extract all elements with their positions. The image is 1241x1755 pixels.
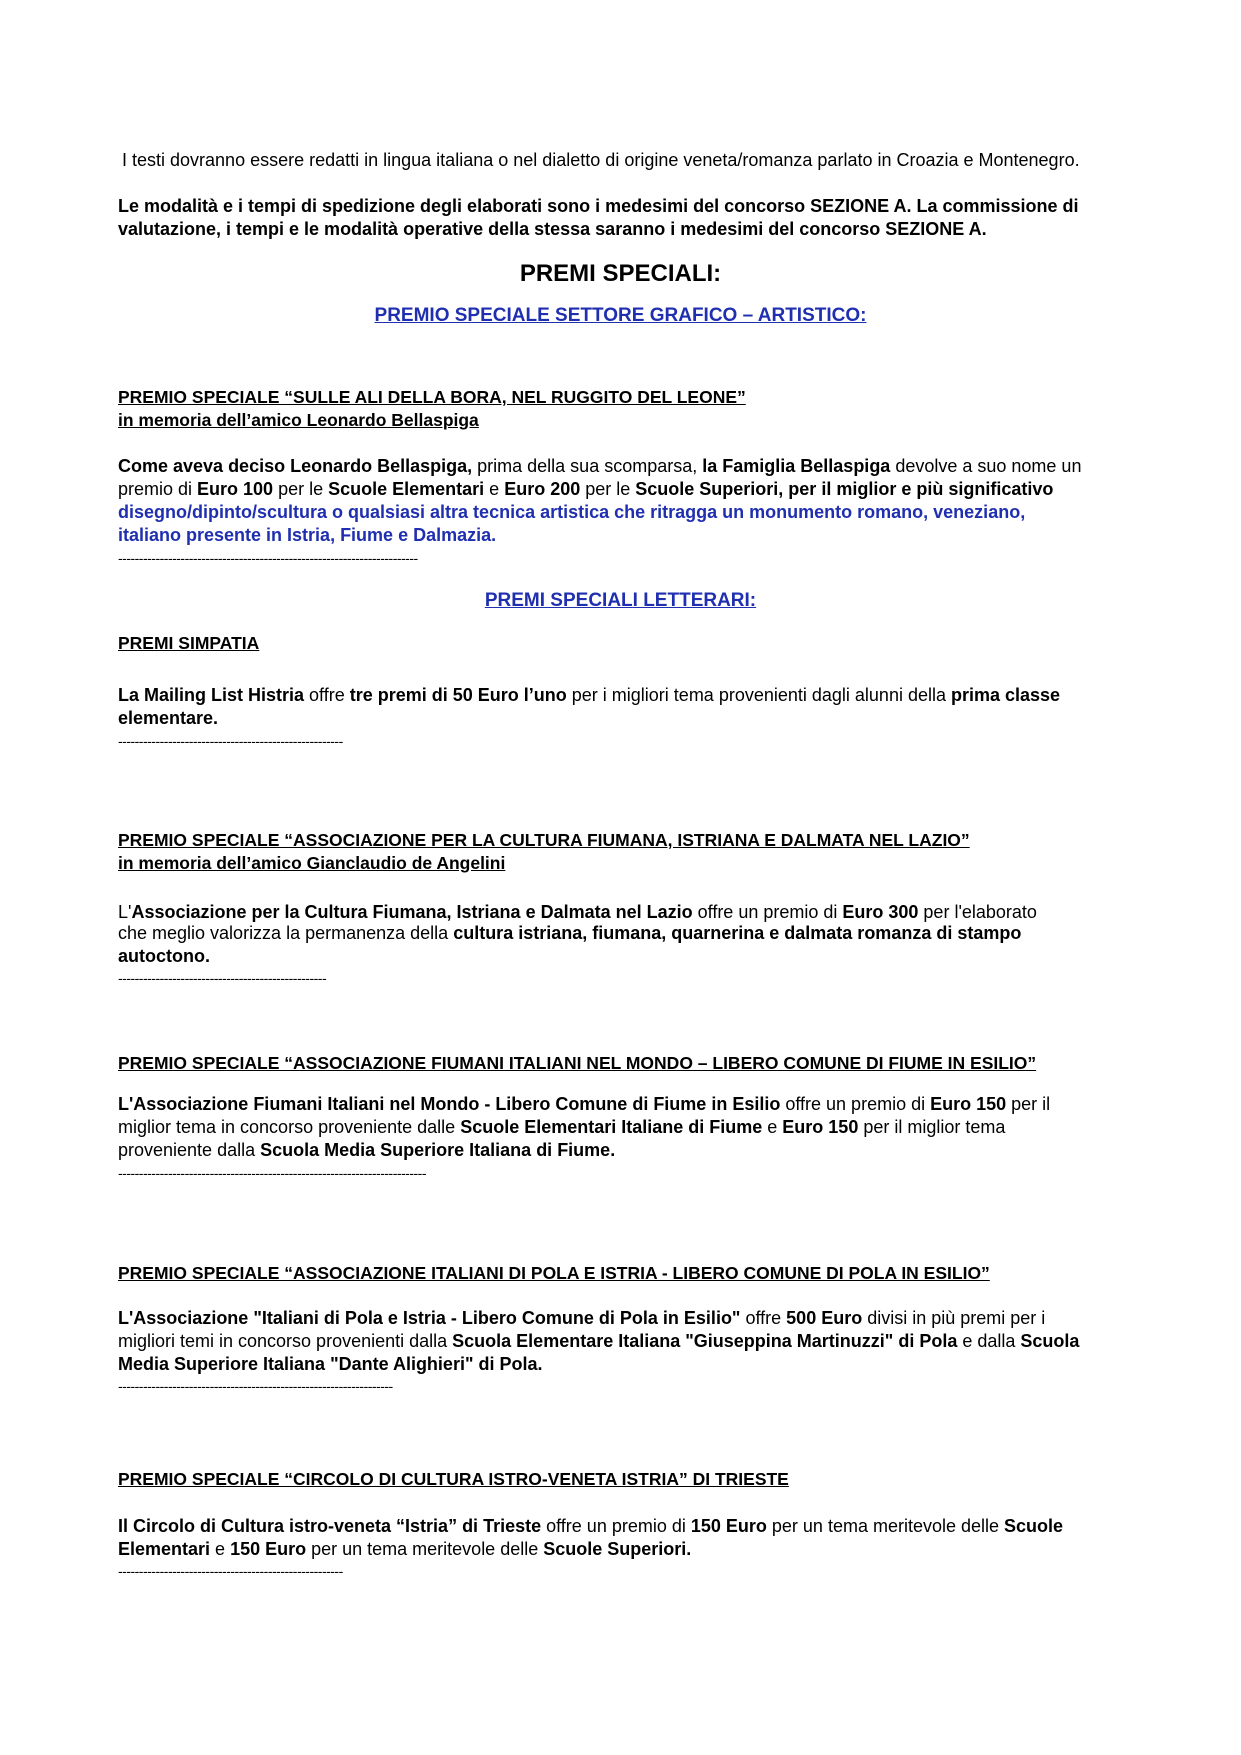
fiume-text-3b: Scuola Media Superiore Italiana di Fiume.: [260, 1140, 616, 1160]
pola-text-2c: e dalla: [957, 1331, 1021, 1351]
bora-text-1a: Come aveva deciso Leonardo Bellaspiga,: [118, 456, 473, 476]
pola-text-2b: Scuola Elementare Italiana "Giuseppina Martinuzzi" di Pola: [452, 1331, 958, 1351]
lazio-memorial-subtitle: in memoria dell’amico Gianclaudio de Angelini: [118, 853, 506, 873]
trieste-text-1c: 150 Euro: [690, 1516, 767, 1536]
simpatia-text-line-2: elementare.: [118, 708, 219, 728]
fiume-text-2c: e: [762, 1117, 783, 1137]
pola-title: PREMIO SPECIALE “ASSOCIAZIONE ITALIANI DI POLA E ISTRIA - LIBERO COMUNE DI POLA IN ESILIO”: [118, 1263, 990, 1283]
trieste-text-line-2: [118, 1538, 691, 1561]
trieste-text-1b: offre un premio di: [541, 1516, 691, 1536]
intro-paragraph-line-1: Le modalità e i tempi di spedizione degli elaborati sono i medesimi del concorso SEZIONE A. La commissione di: [118, 196, 1079, 216]
separator-dashes: ------------------------------------------------------------------------: [118, 550, 418, 566]
lazio-text-1a: L': [118, 902, 132, 922]
fiume-text-line-2: [118, 1116, 1005, 1139]
fiume-text-2a: miglior tema in concorso proveniente dalle: [118, 1117, 461, 1137]
separator-dashes: ------------------------------------------------------------------: [118, 1378, 393, 1394]
fiume-text-line-3: [118, 1139, 615, 1162]
bora-title: PREMIO SPECIALE “SULLE ALI DELLA BORA, NEL RUGGITO DEL LEONE”: [118, 387, 746, 407]
fiume-text-2b: Scuole Elementari Italiane di Fiume: [460, 1117, 763, 1137]
bora-text-2c: per le: [273, 479, 329, 499]
pola-text-2a: migliori temi in concorso provenienti dalla: [118, 1331, 453, 1351]
fiume-text-1c: Euro 150: [930, 1094, 1007, 1114]
fiume-text-1d: per il: [1006, 1094, 1051, 1114]
lazio-text-1e: per l'elaborato: [918, 902, 1037, 922]
bora-text-2h: Scuole Superiori, per il miglior e più significativo: [635, 479, 1054, 499]
pola-text-1d: divisi in più premi per i: [862, 1308, 1046, 1328]
bora-text-line-2: [118, 478, 1053, 501]
fiume-text-2e: per il miglior tema: [858, 1117, 1006, 1137]
trieste-text-2d: per un tema meritevole delle: [306, 1539, 544, 1559]
fiume-text-1a: L'Associazione Fiumani Italiani nel Mondo - Libero Comune di Fiume in Esilio: [118, 1094, 781, 1114]
bora-text-1d: devolve a suo nome un: [890, 456, 1082, 476]
lazio-text-1b: Associazione per la Cultura Fiumana, Istriana e Dalmata nel Lazio: [131, 902, 693, 922]
simpatia-text-1e: prima classe: [951, 685, 1061, 705]
trieste-text-1a: Il Circolo di Cultura istro-veneta “Istria” di Trieste: [118, 1516, 542, 1536]
intro-paragraph-line-2: valutazione, i tempi e le modalità operative della stessa saranno i medesimi del concorso SEZIONE A.: [118, 219, 987, 239]
trieste-text-line-1: [118, 1515, 1063, 1538]
trieste-text-1d: per un tema meritevole delle: [766, 1516, 1005, 1536]
lazio-text-line-1: [118, 901, 1037, 924]
trieste-text-2c: 150 Euro: [230, 1539, 307, 1559]
bora-text-2f: Euro 200: [504, 479, 581, 499]
fiume-text-line-1: [118, 1093, 1050, 1116]
separator-dashes: ------------------------------------------------------: [118, 733, 343, 749]
pola-text-1a: L'Associazione "Italiani di Pola e Istria - Libero Comune di Pola in Esilio": [118, 1308, 741, 1328]
bora-text-2a: premio di: [118, 479, 198, 499]
fiume-title: PREMIO SPECIALE “ASSOCIAZIONE FIUMANI ITALIANI NEL MONDO – LIBERO COMUNE DI FIUME IN ESILIO”: [118, 1053, 1037, 1073]
trieste-title: PREMIO SPECIALE “CIRCOLO DI CULTURA ISTRO-VENETA ISTRIA” DI TRIESTE: [118, 1469, 789, 1489]
simpatia-text-1c: tre premi di 50 Euro l’uno: [349, 685, 567, 705]
lazio-text-line-3: autoctono.: [118, 946, 210, 966]
lazio-title: PREMIO SPECIALE “ASSOCIAZIONE PER LA CULTURA FIUMANA, ISTRIANA E DALMATA NEL LAZIO”: [118, 830, 970, 850]
bora-text-line-4: italiano presente in Istria, Fiume e Dalmazia.: [118, 525, 497, 545]
simpatia-text-1a: La Mailing List Histria: [118, 685, 305, 705]
settore-grafico-heading: PREMIO SPECIALE SETTORE GRAFICO – ARTISTICO:: [374, 305, 867, 326]
lazio-text-2b: cultura istriana, fiumana, quarnerina e dalmata romanza di stampo: [453, 923, 1022, 943]
trieste-text-2a: Elementari: [118, 1539, 211, 1559]
premi-speciali-heading: PREMI SPECIALI:: [519, 260, 722, 287]
simpatia-text-1b: offre: [304, 685, 350, 705]
bora-text-2e: e: [484, 479, 505, 499]
bora-text-2d: Scuole Elementari: [328, 479, 485, 499]
separator-dashes: ------------------------------------------------------: [118, 1563, 343, 1579]
separator-dashes: --------------------------------------------------: [118, 970, 327, 986]
pola-text-1c: 500 Euro: [786, 1308, 863, 1328]
trieste-text-2b: e: [210, 1539, 231, 1559]
bora-text-1b: prima della sua scomparsa,: [472, 456, 703, 476]
trieste-text-1e: Scuole: [1004, 1516, 1064, 1536]
pola-text-2d: Scuola: [1020, 1331, 1080, 1351]
intro-line: I testi dovranno essere redatti in lingua italiana o nel dialetto di origine veneta/romanza parlato in Croazia e Montenegro.: [122, 150, 1080, 170]
simpatia-text-line-1: [118, 684, 1060, 707]
trieste-text-2e: Scuole Superiori.: [543, 1539, 692, 1559]
fiume-text-3a: proveniente dalla: [118, 1140, 261, 1160]
premi-letterari-heading: PREMI SPECIALI LETTERARI:: [484, 590, 757, 611]
bora-text-1c: la Famiglia Bellaspiga: [702, 456, 891, 476]
simpatia-text-1d: per i migliori tema provenienti dagli alunni della: [566, 685, 951, 705]
separator-dashes: --------------------------------------------------------------------------: [118, 1165, 426, 1181]
lazio-text-1c: offre un premio di: [692, 902, 843, 922]
fiume-text-2d: Euro 150: [782, 1117, 859, 1137]
pola-text-line-3: Media Superiore Italiana "Dante Alighieri" di Pola.: [118, 1354, 543, 1374]
lazio-text-line-2: [118, 922, 1021, 945]
bora-memorial-subtitle: in memoria dell’amico Leonardo Bellaspiga: [118, 410, 479, 430]
pola-text-line-2: [118, 1330, 1079, 1353]
lazio-text-2a: che meglio valorizza la permanenza della: [118, 923, 454, 943]
lazio-text-1d: Euro 300: [842, 902, 919, 922]
bora-text-line-3: disegno/dipinto/scultura o qualsiasi altra tecnica artistica che ritragga un monumento romano, veneziano,: [118, 502, 1026, 522]
simpatia-title: PREMI SIMPATIA: [118, 633, 260, 653]
pola-text-line-1: [118, 1307, 1045, 1330]
bora-text-2g: per le: [580, 479, 636, 499]
bora-text-line-1: [118, 455, 1081, 478]
pola-text-1b: offre: [740, 1308, 787, 1328]
bora-text-2b: Euro 100: [197, 479, 274, 499]
fiume-text-1b: offre un premio di: [780, 1094, 931, 1114]
